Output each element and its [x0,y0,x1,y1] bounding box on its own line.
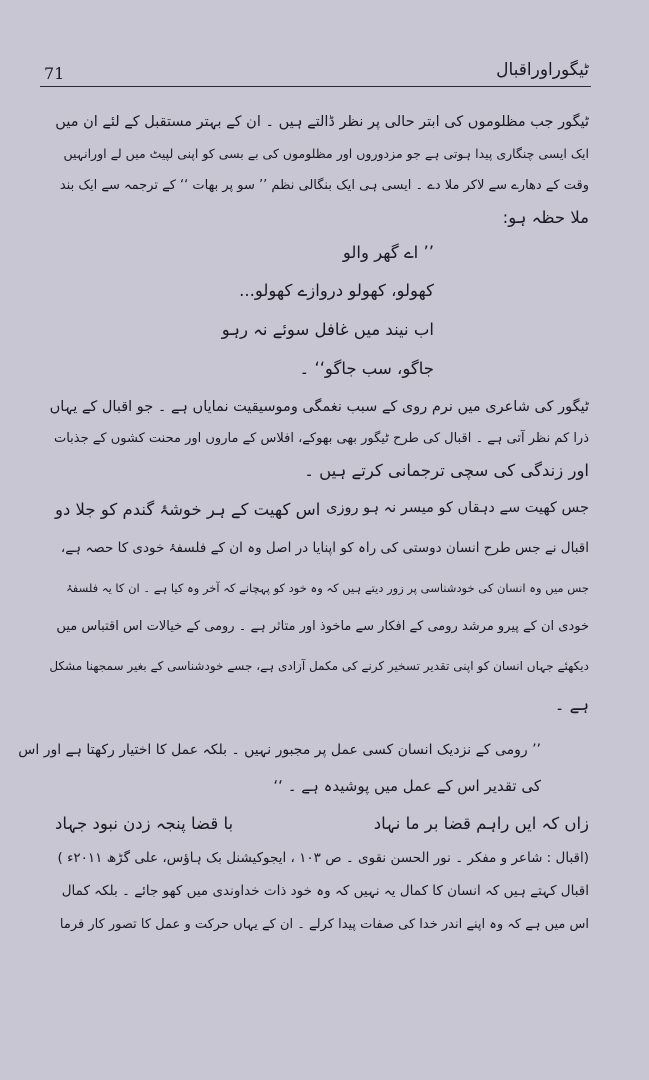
paragraph1-line: ملا حظہ ہو: [502,208,589,227]
paragraph1-line: ایک ایسی چنگاری پیدا ہوتی ہے جو مزدوروں اور مظلوموں کی بے بسی کو اپنی لپیٹ میں لے اورانہیں [63,146,589,161]
couplet2-right-hemistich: زاں کہ ایں راہم قضا بر ما نہاد [373,814,589,833]
page-number: 71 [44,64,65,83]
header-rule [40,86,591,87]
paragraph1-line: ٹیگور جب مظلوموں کی ابتر حالی پر نظر ڈالتے ہیں ۔ ان کے بہتر مستقبل کے لئے ان میں [55,114,589,130]
paragraph4-line: اس میں ہے کہ وہ اپنے اندر خدا کی صفات پیدا کرلے ۔ ان کے یہاں حرکت و عمل کا تصور کار فرما [59,917,589,932]
quote-line: کی تقدیر اس کے عمل میں پوشیدہ ہے ۔ ‘‘ [273,777,541,795]
poem-line: جاگو، سب جاگو‘‘ ۔ [299,359,434,378]
citation: (اقبال : شاعر و مفکر ۔ نور الحسن نقوی ۔ ص ۱۰۳ ، ایجوکیشنل بک ہاؤس، علی گڑھ ۲۰۱۱ء ) [57,850,589,866]
paragraph4-line: اقبال کہتے ہیں کہ انسان کا کمال یہ نہیں کہ وہ خود ذات خداوندی میں کھو جائے ۔ بلکہ کمال [61,883,589,899]
paragraph3-line: اقبال نے جس طرح انسان دوستی کی راہ کو اپنایا در اصل وہ ان کے فلسفۂ خودی کا حصہ ہے، [60,540,589,556]
poem-line: اب نیند میں غافل سوئے نہ رہو [221,320,434,339]
quote-line: ’’ رومی کے نزدیک انسان کسی عمل پر مجبور نہیں ۔ بلکہ عمل کا اختیار رکھتا ہے اور اس [18,742,541,758]
couplet1-left-hemistich: اس کھیت کے ہر خوشۂ گندم کو جلا دو [55,500,321,519]
paragraph3-line: خودی ان کے پیرو مرشد رومی کے افکار سے ماخوذ اور متاثر ہے ۔ رومی کے خیالات اس اقتباس میں [56,619,589,634]
paragraph2-line: اور زندگی کی سچی ترجمانی کرتے ہیں ۔ [304,461,589,480]
paragraph2-line: ٹیگور کی شاعری میں نرم روی کے سبب نغمگی وموسیقیت نمایاں ہے ۔ جو اقبال کے یہاں [49,399,589,415]
paragraph3-line: ہے ۔ [554,695,589,714]
paragraph3-line: جس میں وہ انسان کی خودشناسی پر زور دیتے ہیں کہ وہ خود کو پہچانے کہ آخر وہ کیا ہے ۔ ان کا یہ فلسفۂ [66,581,589,595]
poem-line: ’’ اے گھر والو [342,243,434,262]
couplet2-left-hemistich: با قضا پنجہ زدن نبود جہاد [55,814,234,833]
paragraph3-line: دیکھئے جہاں انسان کو اپنی تقدیر تسخیر کرنے کی مکمل آزادی ہے، جسے خودشناسی کے بغیر سمجھنا مشکل [49,659,589,673]
running-title: ٹیگوراوراقبال [496,60,589,80]
paragraph1-line: وقت کے دھارے سے لاکر ملا دے ۔ ایسی ہی ایک بنگالی نظم ’’ سو پر بھات ‘‘ کے ترجمہ سے ایک بند [59,178,589,193]
couplet1-right-hemistich: جس کھیت سے دہقاں کو میسر نہ ہو روزی [326,500,589,516]
paragraph2-line: ذرا کم نظر آتی ہے ۔ اقبال کی طرح ٹیگور بھی بھوکے، افلاس کے ماروں اور محنت کشوں کے جذبات [53,431,589,446]
poem-line: کھولو، کھولو دروازے کھولو... [239,281,434,300]
